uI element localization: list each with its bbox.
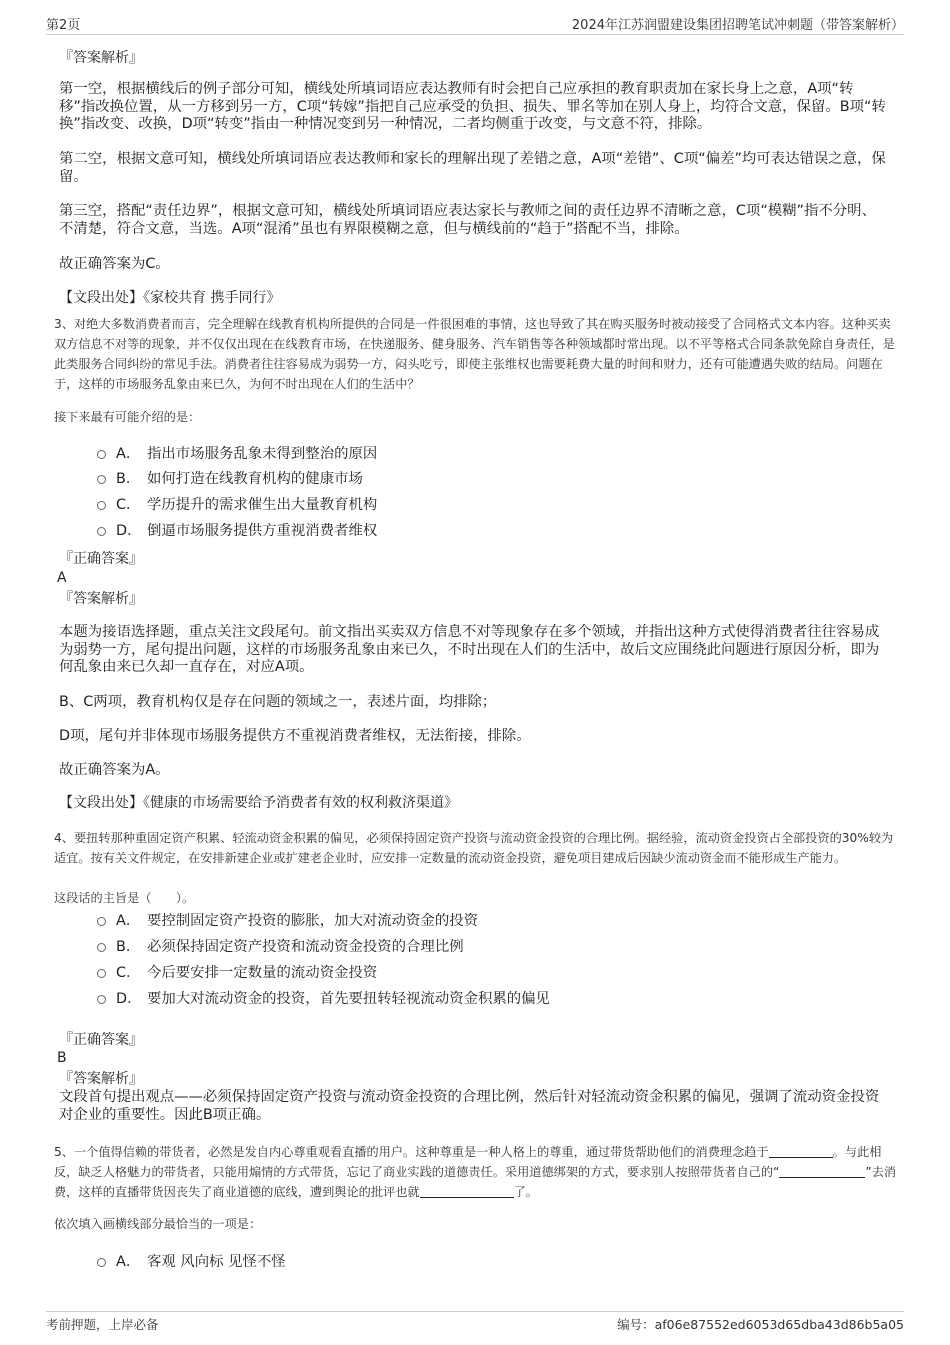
- q3-stem: 3、对绝大多数消费者而言，完全理解在线教育机构所提供的合同是一件很困难的事情，这也导致了其在购买服务时被动接受了合同格式文本内容。这种买卖双方信息不对等的现象，并不仅仅出现在在线教育市场，在快递服务、健身服务、汽车销售等各种领域都时常出现。以不平等格式合同条款免除自身责任，是此类服务合同纠纷的常见手法。消费者往往容易成为弱势一方，闷头吃亏，即使主张维权也需要耗费大量的时间和财力，还有可能遭遇失败的结局。问题在于，这样的市场服务乱象由来已久，为何不时出现在人们的生活中？: [54, 317, 895, 391]
- page-number: 第2页: [46, 18, 81, 33]
- radio-icon[interactable]: [97, 1258, 106, 1267]
- q2-analysis-paragraph-3: 第三空，搭配“责任边界”，根据文意可知，横线处所填词语应表达家长与教师之间的责任边界不清晰之意，C项“模糊”指不分明、不清楚，符合文意，当选。A项“混淆”虽也有界限模糊之意，但与横线前的“趋于”搭配不当，排除。: [59, 203, 876, 237]
- q4-analysis-label: 『答案解析』: [59, 1071, 143, 1087]
- q3-correct-label: 『正确答案』: [59, 551, 143, 567]
- fill-blank-3: [420, 1185, 514, 1198]
- q4-option-c[interactable]: C． 今后要安排一定数量的流动资金投资: [97, 964, 377, 982]
- document-code: 编号：af06e87552ed6053d65dba43d86b5a05: [617, 1317, 904, 1332]
- q4-correct-label: 『正确答案』: [59, 1032, 143, 1048]
- q2-analysis-paragraph-2: 第二空，根据文意可知，横线处所填词语应表达教师和家长的理解出现了差错之意，A项“差错”、C项“偏差”均可表达错误之意，保留。: [59, 151, 886, 185]
- q3-analysis-label: 『答案解析』: [59, 591, 143, 607]
- q3-option-a[interactable]: A． 指出市场服务乱象未得到整治的原因: [97, 445, 377, 463]
- q4-analysis: 文段首句提出观点——必须保持固定资产投资与流动资金投资的合理比例，然后针对轻流动资金积累的偏见，强调了流动资金投资对企业的重要性。因此B项正确。: [59, 1089, 880, 1123]
- q5-stem: 5、一个值得信赖的带货者，必然是发自内心尊重观看直播的用户。这种尊重是一种人格上的尊重，通过带货帮助他们的消费理念趋于 。与此相反，缺乏人格魅力的带货者，只能用煽情的方式带货，忘记了商业实践的道德责任。采用道德绑架的方式，要求别人按照带货者自己的“ ”去消费，这样的直播带货因丧失了商业道德的底线，遭到舆论的批评也就 了。: [54, 1145, 897, 1199]
- footer-slogan: 考前押题，上岸必备: [46, 1317, 159, 1332]
- q3-correct-answer: A: [57, 570, 67, 586]
- radio-icon[interactable]: [97, 969, 106, 978]
- radio-icon[interactable]: [97, 450, 106, 459]
- page-header: [46, 12, 904, 35]
- q2-source: 【文段出处】《家校共育 携手同行》: [59, 290, 281, 306]
- q2-conclusion: 故正确答案为C。: [59, 256, 170, 272]
- q4-stem: 4、要扭转那种重固定资产积累、轻流动资金积累的偏见，必须保持固定资产投资与流动资金投资的合理比例。据经验，流动资金投资占全部投资的30%较为适宜。按有关文件规定，在安排新建企业或扩建老企业时，应安排一定数量的流动资金投资，避免项目建成后因缺少流动资金而不能形成生产能力。: [54, 831, 894, 865]
- radio-icon[interactable]: [97, 943, 106, 952]
- q3-option-b[interactable]: B． 如何打造在线教育机构的健康市场: [97, 470, 363, 488]
- q4-option-b[interactable]: B． 必须保持固定资产投资和流动资金投资的合理比例: [97, 938, 464, 956]
- radio-icon[interactable]: [97, 527, 106, 536]
- q4-correct-answer: B: [57, 1050, 67, 1066]
- q3-analysis-paragraph-1: 本题为接语选择题，重点关注文段尾句。前文指出买卖双方信息不对等现象存在多个领域，并指出这种方式使得消费者往往容易成为弱势一方，尾句提出问题，这样的市场服务乱象由来已久，不时出现在人们的生活中，故后文应围绕此问题进行原因分析，即为何乱象由来已久却一直存在，对应A项。: [59, 624, 880, 675]
- radio-icon[interactable]: [97, 995, 106, 1004]
- q4-option-a[interactable]: A． 要控制固定资产投资的膨胀，加大对流动资金的投资: [97, 912, 478, 930]
- q3-option-c[interactable]: C． 学历提升的需求催生出大量教育机构: [97, 496, 377, 514]
- radio-icon[interactable]: [97, 475, 106, 484]
- q3-option-d[interactable]: D． 倒逼市场服务提供方重视消费者维权: [97, 522, 377, 540]
- q3-prompt: 接下来最有可能介绍的是：: [54, 410, 201, 424]
- q5-prompt: 依次填入画横线部分最恰当的一项是：: [54, 1217, 262, 1231]
- q4-option-d[interactable]: D． 要加大对流动资金的投资，首先要扭转轻视流动资金积累的偏见: [97, 990, 550, 1008]
- q3-source: 【文段出处】《健康的市场需要给予消费者有效的权利救济渠道》: [59, 795, 458, 811]
- q3-conclusion: 故正确答案为A。: [59, 762, 170, 778]
- page-footer: [46, 1311, 904, 1336]
- fill-blank-1: [769, 1145, 833, 1158]
- radio-icon[interactable]: [97, 917, 106, 926]
- q2-analysis-paragraph-1: 第一空，根据横线后的例子部分可知，横线处所填词语应表达教师有时会把自己应承担的教育职责加在家长身上之意，A项“转移”指改换位置，从一方移到另一方，C项“转嫁”指把自己应承受的负担、损失、罪名等加在别人身上，均符合文意，保留。B项“转换”指改变、改换，D项“转变”指由一种情况变到另一种情况，二者均侧重于改变，与文意不符，排除。: [59, 81, 886, 132]
- fill-blank-2: [779, 1165, 865, 1178]
- q4-prompt: 这段话的主旨是（ ）。: [54, 891, 195, 905]
- q3-analysis-paragraph-3: D项，尾句并非体现市场服务提供方不重视消费者维权，无法衔接，排除。: [59, 728, 531, 744]
- q5-option-a[interactable]: A． 客观 风向标 见怪不怪: [97, 1253, 286, 1271]
- document-title: 2024年江苏润盟建设集团招聘笔试冲刺题（带答案解析）: [571, 18, 904, 33]
- radio-icon[interactable]: [97, 501, 106, 510]
- q2-analysis-label: 『答案解析』: [59, 50, 143, 66]
- q3-analysis-paragraph-2: B、C两项，教育机构仅是存在问题的领域之一，表述片面，均排除；: [59, 694, 497, 710]
